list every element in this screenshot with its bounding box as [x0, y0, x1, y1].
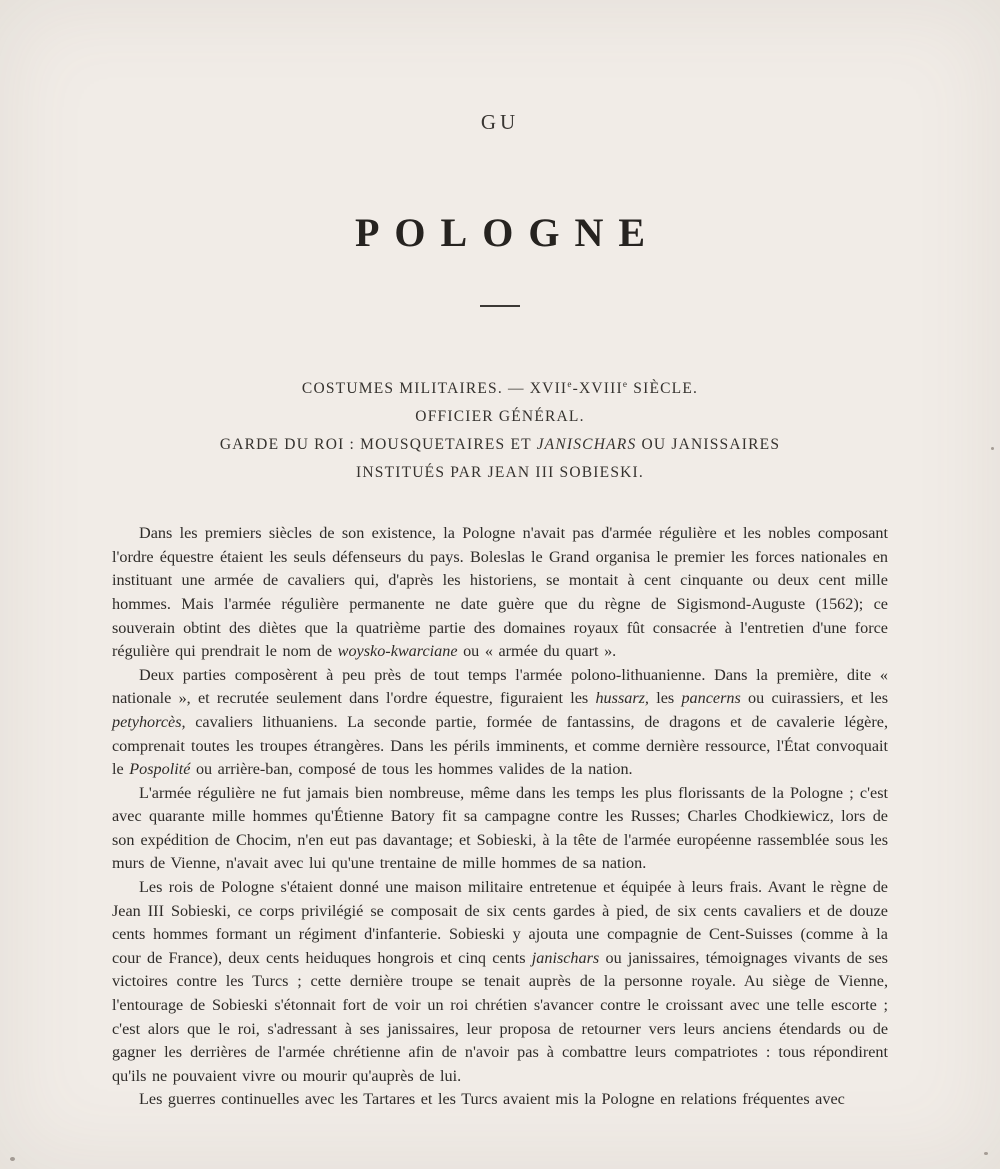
scan-speck	[991, 447, 994, 450]
scan-speck	[984, 1152, 988, 1155]
text-segment: L'armée régulière ne fut jamais bien nombreuse, même dans les temps les plus florissants de la Pologne ; c'est avec quarante mille hommes qu'Étienne Batory fit sa campagne contre les Russes; Charles Chodkiewicz, lors de son expédition de Chocim, n'en eut pas davantage; et Sobieski, à la tête de l'armée européenne rassemblée sous les murs de Vienne, n'avait avec lui qu'une trentaine de mille hommes de sa nation.	[112, 783, 888, 873]
text-segment: ou arrière-ban, composé de tous les hommes valides de la nation.	[190, 760, 633, 779]
body-text	[112, 522, 888, 1112]
text-segment: ou janissaires, témoignages vivants de ses victoires contre les Turcs ; cette dernière troupe se tenait auprès de la personne royale. Au siège de Vienne, l'entourage de Sobieski s'étonnait fort de voir un roi chrétien s'avancer contre le croissant avec une telle escorte ; c'est alors que le roi, s'adressant à ses janissaires, leur proposa de retourner vers leurs anciens étendards ou de gagner les derrières de l'armée chrétienne afin de n'avoir pas à combattre leurs compatriotes : tous répondirent qu'ils ne pouvaient vivre ou mourir qu'auprès de lui.	[112, 948, 888, 1085]
subtitle-line	[0, 403, 1000, 431]
body-para	[112, 664, 888, 782]
superscript-segment: e	[622, 380, 629, 390]
text-segment: INSTITUÉS PAR JEAN III SOBIESKI.	[356, 464, 644, 482]
text-segment: Les guerres continuelles avec les Tartares et les Turcs avaient mis la Pologne en relations fréquentes avec	[139, 1090, 845, 1109]
page-title: POLOGNE	[354, 210, 661, 255]
italic-text-segment: woysko-kwarciane	[337, 642, 458, 661]
text-segment: GARDE DU ROI : MOUSQUETAIRES ET	[219, 436, 537, 454]
italic-text-segment: Pospolité	[129, 760, 191, 779]
superscript-segment: e	[567, 380, 573, 390]
subtitle-block	[0, 371, 1000, 487]
text-segment: les	[648, 689, 682, 708]
italic-text-segment: petyhorcès,	[112, 712, 186, 731]
text-segment: ou cuirassiers, et les	[740, 689, 888, 708]
body-para	[112, 782, 888, 876]
italic-text-segment: JANISCHARS	[536, 436, 637, 454]
text-segment: Les rois de Pologne s'étaient donné une maison militaire entretenue et équipée à leurs frais. Avant le règne de Jean III Sobieski, ce corps privilégié se composait de six cents gardes à pied, de six cents cavaliers et de douze cents hommes formant un régiment d'infanterie. Sobieski y ajouta une compagnie de Cent-Suisses (comme à la cour de France), deux cents heiduques hongrois et cinq cents	[112, 878, 888, 967]
body-para	[112, 876, 888, 1088]
italic-text-segment: janischars	[531, 948, 600, 967]
title-divider-rule	[480, 305, 520, 307]
subtitle-line	[0, 431, 1000, 459]
text-segment: Dans les premiers siècles de son existence, la Pologne n'avait pas d'armée régulière et les nobles composant l'ordre équestre étaient les seuls défenseurs du pays. Boleslas le Grand organisa le premier les forces nationales en instituant une armée de cavaliers qui, d'après les historiens, se montait à cent cinquante ou deux cent mille hommes. Mais l'armée régulière permanente ne date guère que du règne de Sigismond-Auguste (1562); ce souverain obtint des diètes que la quatrième partie des domaines royaux fût consacrée à l'entretien d'une force régulière qui prendrait le nom de	[112, 524, 888, 661]
text-segment: SIÈCLE.	[628, 380, 699, 398]
italic-text-segment: pancerns	[681, 689, 741, 708]
italic-text-segment: hussarz,	[595, 689, 649, 708]
text-segment: Deux parties composèrent à peu près de tout temps l'armée polono-lithuanienne. Dans la première, dite « nationale », et recrutée seulement dans l'ordre équestre, figuraient les	[112, 665, 888, 708]
text-segment: -XVIII	[572, 380, 623, 398]
subtitle-line	[0, 371, 1000, 403]
text-segment: cavaliers lithuaniens. La seconde partie, formée de fantassins, de dragons et de cavalerie légère, comprenait toutes les troupes étrangères. Dans les périls imminents, et comme dernière ressource, l'État convoquait le	[112, 712, 888, 779]
text-segment: OFFICIER GÉNÉRAL.	[415, 408, 585, 426]
body-para	[112, 522, 888, 664]
scan-speck	[10, 1157, 15, 1161]
text-segment: OU JANISSAIRES	[636, 436, 781, 454]
page-header-mark: GU	[480, 110, 520, 134]
text-segment: COSTUMES MILITAIRES. — XVII	[301, 380, 568, 398]
text-segment: ou « armée du quart ».	[457, 642, 617, 661]
body-para	[112, 1088, 888, 1112]
subtitle-line	[0, 459, 1000, 487]
